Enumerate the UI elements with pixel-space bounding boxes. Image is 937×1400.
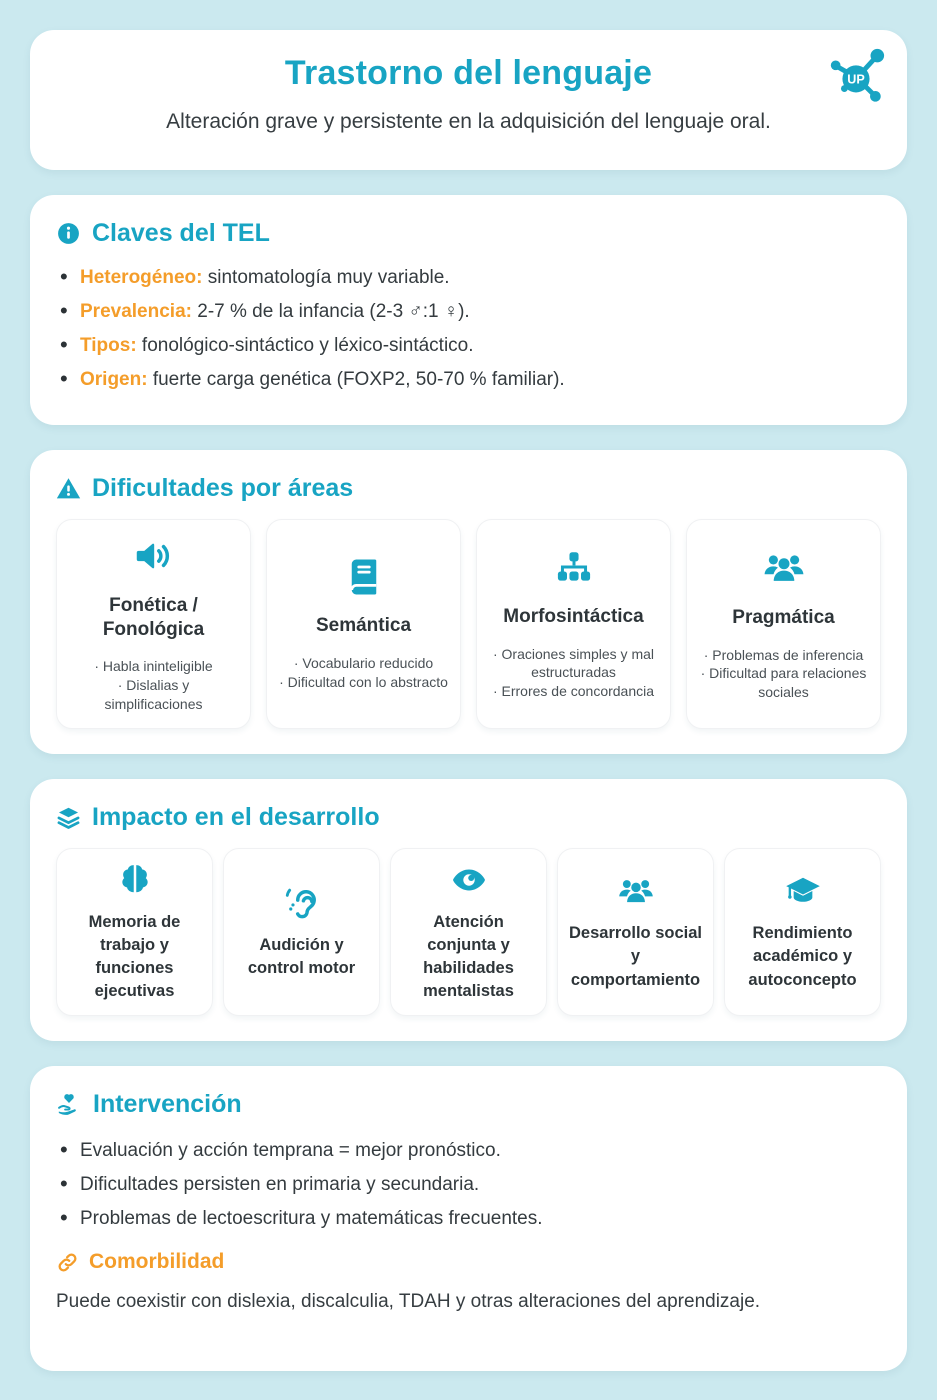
graduation-cap-icon — [784, 872, 822, 910]
impact-card-rendimiento — [724, 848, 881, 1016]
book-icon — [343, 556, 385, 598]
area-card-body: · Oraciones simples y mal estructuradas · Errores de concordancia — [492, 645, 655, 700]
list-item: • Problemas de lectoescritura y matemáticas frecuentes. — [56, 1209, 881, 1228]
impact-card-title: Audición y control motor — [247, 935, 356, 977]
area-card-title: Pragmática — [732, 606, 835, 628]
claves-list — [56, 268, 881, 389]
impact-card-title: Atención conjunta y habilidades mentalistas — [423, 912, 514, 1001]
users-icon — [762, 546, 806, 590]
impact-card-atencion — [390, 848, 547, 1016]
impact-card-desarrollo-social — [557, 848, 714, 1016]
impacto-section-card — [30, 779, 907, 1041]
header-card — [30, 30, 907, 170]
ear-icon — [283, 884, 321, 922]
area-card-body: · Habla ininteligible · Dislalias y simplificaciones — [94, 658, 213, 713]
list-item: • Heterogéneo: sintomatología muy variable. — [56, 268, 881, 287]
area-card-semantica — [266, 519, 461, 729]
up-molecule-logo-icon — [825, 44, 887, 106]
impact-card-title: Desarrollo social y comportamiento — [569, 924, 702, 989]
link-icon — [56, 1251, 79, 1274]
list-item: • Origen: fuerte carga genética (FOXP2, 50-70 % familiar). — [56, 370, 881, 389]
page-title: Trastorno del lenguaje — [284, 54, 653, 92]
info-icon — [56, 221, 81, 246]
claves-title: Claves del TEL — [92, 219, 270, 247]
users-icon — [617, 872, 655, 910]
comorbilidad-title: Comorbilidad — [89, 1250, 225, 1273]
intervencion-section-card — [30, 1066, 907, 1371]
area-card-title: Semántica — [315, 615, 412, 637]
eye-icon — [450, 861, 488, 899]
impacto-title: Impacto en el desarrollo — [92, 803, 380, 831]
impact-card-title: Rendimiento académico y autoconcepto — [748, 924, 857, 989]
comorbilidad-heading — [56, 1250, 881, 1274]
area-card-body: · Vocabulario reducido · Dificultad con lo abstracto — [279, 654, 448, 690]
area-card-morfosintactica — [476, 519, 671, 729]
claves-heading — [56, 219, 881, 248]
intervencion-title: Intervención — [93, 1090, 242, 1118]
intervencion-heading — [56, 1090, 881, 1119]
area-card-fonetica — [56, 519, 251, 729]
layers-icon — [56, 805, 81, 830]
area-card-body: · Problemas de inferencia · Dificultad para relaciones sociales — [700, 646, 867, 701]
brain-icon — [116, 861, 154, 899]
sitemap-icon — [553, 547, 595, 589]
impact-card-memoria — [56, 848, 213, 1016]
dificultades-heading — [56, 474, 881, 503]
intervencion-list — [56, 1141, 881, 1228]
dificultades-title: Dificultades por áreas — [92, 474, 354, 502]
dificultades-section-card — [30, 450, 907, 754]
logo-text: UP — [847, 72, 865, 87]
impact-card-title: Memoria de trabajo y funciones ejecutivas — [88, 912, 181, 1001]
impacto-heading — [56, 803, 881, 832]
speaker-icon — [132, 534, 176, 578]
area-card-title: Fonética / Fonológica — [102, 594, 205, 640]
area-card-title: Morfosintáctica — [503, 605, 644, 627]
hand-heart-icon — [56, 1092, 82, 1118]
list-item: • Evaluación y acción temprana = mejor pronóstico. — [56, 1141, 881, 1160]
impacto-grid — [56, 848, 881, 1016]
warning-icon — [56, 476, 81, 501]
claves-section-card — [30, 195, 907, 425]
comorbilidad-text: Puede coexistir con dislexia, discalculia, TDAH y otras alteraciones del aprendizaje. — [56, 1291, 761, 1312]
list-item: • Prevalencia: 2-7 % de la infancia (2-3 ♂:1 ♀). — [56, 302, 881, 321]
impact-card-audicion — [223, 848, 380, 1016]
list-item: • Tipos: fonológico-sintáctico y léxico-sintáctico. — [56, 336, 881, 355]
dificultades-grid — [56, 519, 881, 729]
page-subtitle: Alteración grave y persistente en la adquisición del lenguaje oral. — [166, 110, 771, 133]
area-card-pragmatica — [686, 519, 881, 729]
list-item: • Dificultades persisten en primaria y secundaria. — [56, 1175, 881, 1194]
